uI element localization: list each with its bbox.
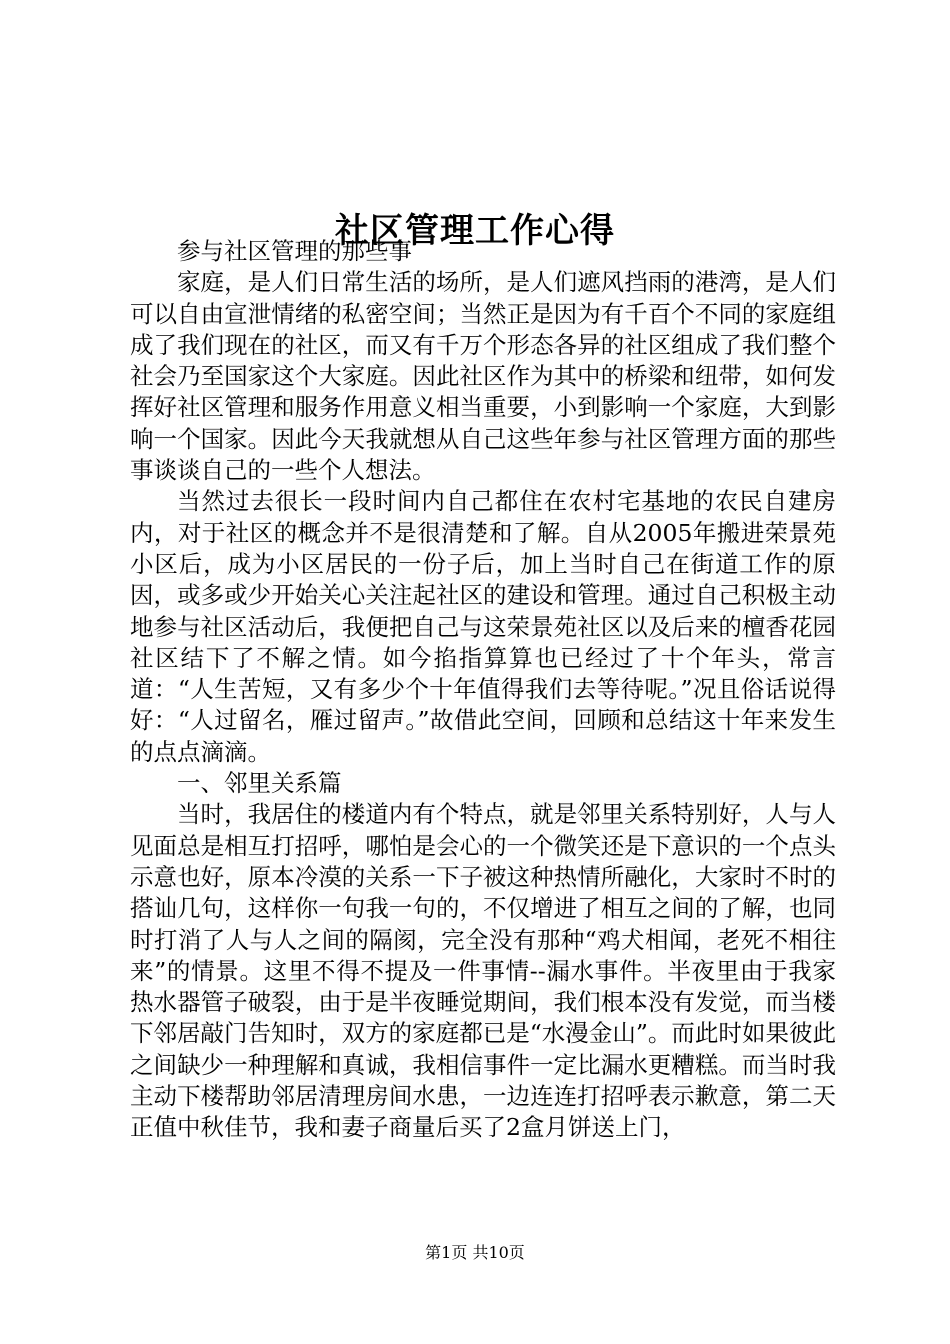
section-heading: 一、邻里关系篇 <box>177 769 342 798</box>
document-title: 社区管理工作心得 <box>335 210 615 251</box>
section-subtitle: 参与社区管理的那些事 <box>177 237 412 265</box>
body-paragraph: 家庭，是人们日常生活的场所，是人们遮风挡雨的港湾，是人们可以自由宣泄情绪的私密空间；当然正是因为有千百个不同的家庭组成了我们现在的社区，而又有千万个形态各异的社区组成了我们整个社会乃至国家这个大家庭。因此社区作为其中的桥梁和纽带，如何发挥好社区管理和服务作用意义相当重要，小到影响一个家庭，大到影响一个国家。因此今天我就想从自己这些年参与社区管理方面的那些事谈谈自己的一些个人想法。 <box>130 268 836 485</box>
body-paragraph: 当然过去很长一段时间内自己都住在农村宅基地的农民自建房内，对于社区的概念并不是很清楚和了解。自从2005年搬进荣景苑小区后，成为小区居民的一份子后，加上当时自己在街道工作的原因，或多或少开始关心关注起社区的建设和管理。通过自己积极主动地参与社区活动后，我便把自己与这荣景苑社区以及后来的檀香花园社区结下了不解之情。如今掐指算算也已经过了十个年头，常言道：“人生苦短，又有多少个十年值得我们去等待呢。”况且俗话说得好：“人过留名，雁过留声。”故借此空间，回顾和总结这十年来发生的点点滴滴。 <box>130 487 836 766</box>
page-number-footer: 第1页 共10页 <box>425 1243 525 1262</box>
document-body <box>130 236 836 1144</box>
body-paragraph: 当时，我居住的楼道内有个特点，就是邻里关系特别好，人与人见面总是相互打招呼，哪怕是会心的一个微笑还是下意识的一个点头示意也好，原本冷漠的关系一下子被这种热情所融化，大家时不时的搭讪几句，这样你一句我一句的，不仅增进了相互之间的了解，也同时打消了人与人之间的隔阂，完全没有那种“鸡犬相闻，老死不相往来”的情景。这里不得不提及一件事情--漏水事件。半夜里由于我家热水器管子破裂，由于是半夜睡觉期间，我们根本没有发觉，而当楼下邻居敲门告知时，双方的家庭都已是“水漫金山”。而此时如果彼此之间缺少一种理解和真诚，我相信事件一定比漏水更糟糕。而当时我主动下楼帮助邻居清理房间水患，一边连连打招呼表示歉意，第二天正值中秋佳节，我和妻子商量后买了2盒月饼送上门， <box>130 800 836 1142</box>
